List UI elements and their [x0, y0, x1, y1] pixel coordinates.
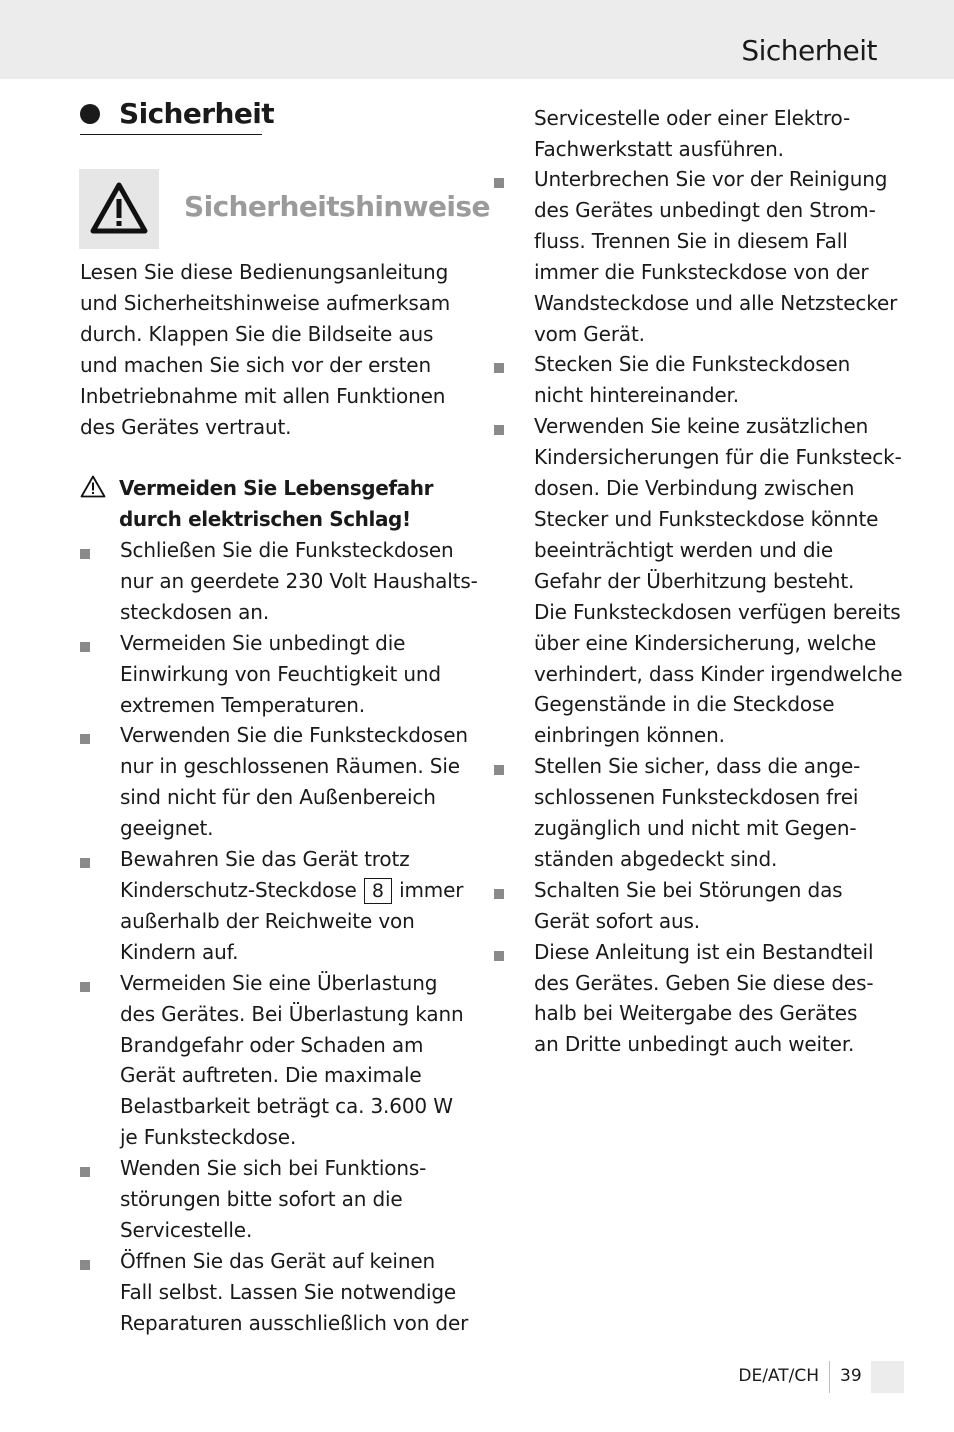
list-item [494, 411, 902, 751]
item-line: vom Gerät. [534, 321, 645, 346]
intro-line: und Sicherheitshinweise aufmerksam [80, 290, 451, 315]
square-bullet-icon [494, 363, 504, 373]
item-line: Unterbrechen Sie vor der Reinigung [534, 167, 888, 191]
item-line: Gerät auftreten. Die maximale [120, 1063, 422, 1088]
square-bullet-icon [80, 982, 90, 992]
item-line: Brandgefahr oder Schaden am [120, 1032, 424, 1057]
item-line: außerhalb der Reichweite von [120, 908, 415, 933]
page-number: 39 [840, 1366, 862, 1386]
list-item [80, 535, 478, 628]
item-line: Gerät sofort aus. [534, 908, 700, 933]
item-line: Verwenden Sie die Funksteckdosen [120, 723, 468, 748]
list-item [80, 844, 478, 968]
item-line [120, 875, 478, 906]
safety-list-left [80, 535, 478, 1339]
item-line: Stecker und Funksteckdose könnte [534, 506, 879, 531]
section-bullet-dot [80, 104, 100, 124]
list-item [80, 628, 478, 721]
danger-warning-icon [80, 475, 106, 498]
item-line: Kindern auf. [120, 939, 239, 964]
footer-language-label: DE/AT/CH [738, 1366, 819, 1386]
item-line: Schließen Sie die Funksteckdosen [120, 538, 454, 562]
item-line: an Dritte unbedingt auch weiter. [534, 1032, 855, 1057]
square-bullet-icon [80, 549, 90, 559]
item-line: Vermeiden Sie unbedingt die [120, 630, 406, 655]
reference-number-box: 8 [364, 878, 392, 904]
square-bullet-icon [494, 178, 504, 188]
item-line: dosen. Die Verbindung zwischen [534, 476, 855, 501]
item-line: verhindert, dass Kinder irgendwelche [534, 661, 903, 686]
square-bullet-icon [494, 951, 504, 961]
item-line: Wenden Sie sich bei Funktions- [120, 1156, 427, 1181]
item-line: Verwenden Sie keine zusätzlichen [534, 414, 869, 439]
list-item [494, 164, 902, 349]
item-line: Fachwerkstatt ausführen. [534, 136, 784, 161]
item-line: des Gerätes unbedingt den Strom- [534, 197, 876, 222]
item-line: ständen abgedeckt sind. [534, 846, 778, 871]
item-line: Schalten Sie bei Störungen das [534, 877, 843, 902]
item-line: Stellen Sie sicher, dass die ange- [534, 754, 861, 779]
list-item [80, 1246, 478, 1339]
list-item [494, 349, 902, 411]
item-line: immer die Funksteckdose von der [534, 259, 869, 284]
running-header-title: Sicherheit [741, 34, 877, 67]
intro-line: Lesen Sie diese Bedienungsanleitung [80, 260, 449, 284]
square-bullet-icon [80, 858, 90, 868]
item-line: störungen bitte sofort an die [120, 1187, 403, 1212]
item-line: nur an geerdete 230 Volt Haushalts- [120, 568, 478, 593]
item-line: Belastbarkeit beträgt ca. 3.600 W [120, 1094, 453, 1119]
item-line: Die Funksteckdosen verfügen bereits [534, 599, 901, 624]
item-line: Reparaturen ausschließlich von der [120, 1310, 469, 1335]
safety-notes-heading: Sicherheitshinweise [184, 190, 490, 223]
item-line: Bewahren Sie das Gerät trotz [120, 847, 410, 872]
section-title: Sicherheit [119, 97, 275, 130]
danger-heading [119, 473, 433, 535]
item-text: Kinderschutz-Steckdose [120, 877, 357, 902]
item-line: beeinträchtigt werden und die [534, 537, 833, 562]
item-line: je Funksteckdose. [120, 1125, 297, 1150]
item-line: Servicestelle. [120, 1217, 253, 1242]
list-item [80, 720, 478, 844]
list-item [80, 968, 478, 1153]
item-line: halb bei Weitergabe des Gerätes [534, 1001, 858, 1026]
item-line: Gegenstände in die Steckdose [534, 692, 835, 717]
footer-divider [829, 1361, 830, 1393]
square-bullet-icon [80, 1167, 90, 1177]
danger-heading-line: Vermeiden Sie Lebensgefahr [119, 476, 434, 500]
item-line: schlossenen Funksteckdosen frei [534, 785, 859, 810]
square-bullet-icon [80, 642, 90, 652]
item-line: über eine Kindersicherung, welche [534, 630, 877, 655]
intro-line: Inbetriebnahme mit allen Funktionen [80, 383, 446, 408]
list-item [494, 751, 902, 875]
warning-triangle-icon [90, 182, 148, 234]
item-line: nicht hintereinander. [534, 383, 740, 408]
footer-tab [871, 1361, 904, 1393]
item-line: Öffnen Sie das Gerät auf keinen [120, 1248, 436, 1273]
item-line: geeignet. [120, 816, 214, 841]
square-bullet-icon [494, 425, 504, 435]
item-line: Fall selbst. Lassen Sie notwendige [120, 1279, 457, 1304]
item-line: Servicestelle oder einer Elektro- [534, 106, 851, 130]
item-line: Wandsteckdose und alle Netzstecker [534, 290, 898, 315]
square-bullet-icon [80, 734, 90, 744]
intro-line: des Gerätes vertraut. [80, 414, 292, 439]
square-bullet-icon [80, 1260, 90, 1270]
item-line: zugänglich und nicht mit Gegen- [534, 816, 857, 841]
list-item [494, 875, 902, 937]
intro-line: und machen Sie sich vor der ersten [80, 352, 431, 377]
item-line: fluss. Trennen Sie in diesem Fall [534, 228, 848, 253]
safety-list-right [494, 164, 902, 1060]
square-bullet-icon [494, 889, 504, 899]
list-item [80, 1153, 478, 1246]
item-line: Stecken Sie die Funksteckdosen [534, 352, 851, 377]
item-text: immer [399, 877, 464, 902]
item-line: Gefahr der Überhitzung besteht. [534, 568, 855, 593]
danger-heading-line: durch elektrischen Schlag! [119, 506, 411, 531]
item-line: sind nicht für den Außenbereich [120, 785, 436, 810]
item-line: Kindersicherungen für die Funksteck- [534, 445, 902, 470]
item-line: des Gerätes. Bei Überlastung kann [120, 1001, 464, 1026]
item-line: Diese Anleitung ist ein Bestandteil [534, 939, 874, 964]
item-line: extremen Temperaturen. [120, 692, 365, 717]
item-line: Vermeiden Sie eine Überlastung [120, 970, 438, 995]
continued-item-text [534, 103, 850, 165]
item-line: nur in geschlossenen Räumen. Sie [120, 754, 460, 779]
item-line: Einwirkung von Feuchtigkeit und [120, 661, 441, 686]
section-heading [80, 96, 275, 135]
square-bullet-icon [494, 765, 504, 775]
item-line: einbringen können. [534, 723, 725, 748]
list-item [494, 937, 902, 1061]
intro-paragraph [80, 257, 450, 442]
warning-icon-box [79, 169, 159, 249]
item-line: steckdosen an. [120, 599, 270, 624]
intro-line: durch. Klappen Sie die Bildseite aus [80, 321, 434, 346]
item-line: des Gerätes. Geben Sie diese des- [534, 970, 874, 995]
